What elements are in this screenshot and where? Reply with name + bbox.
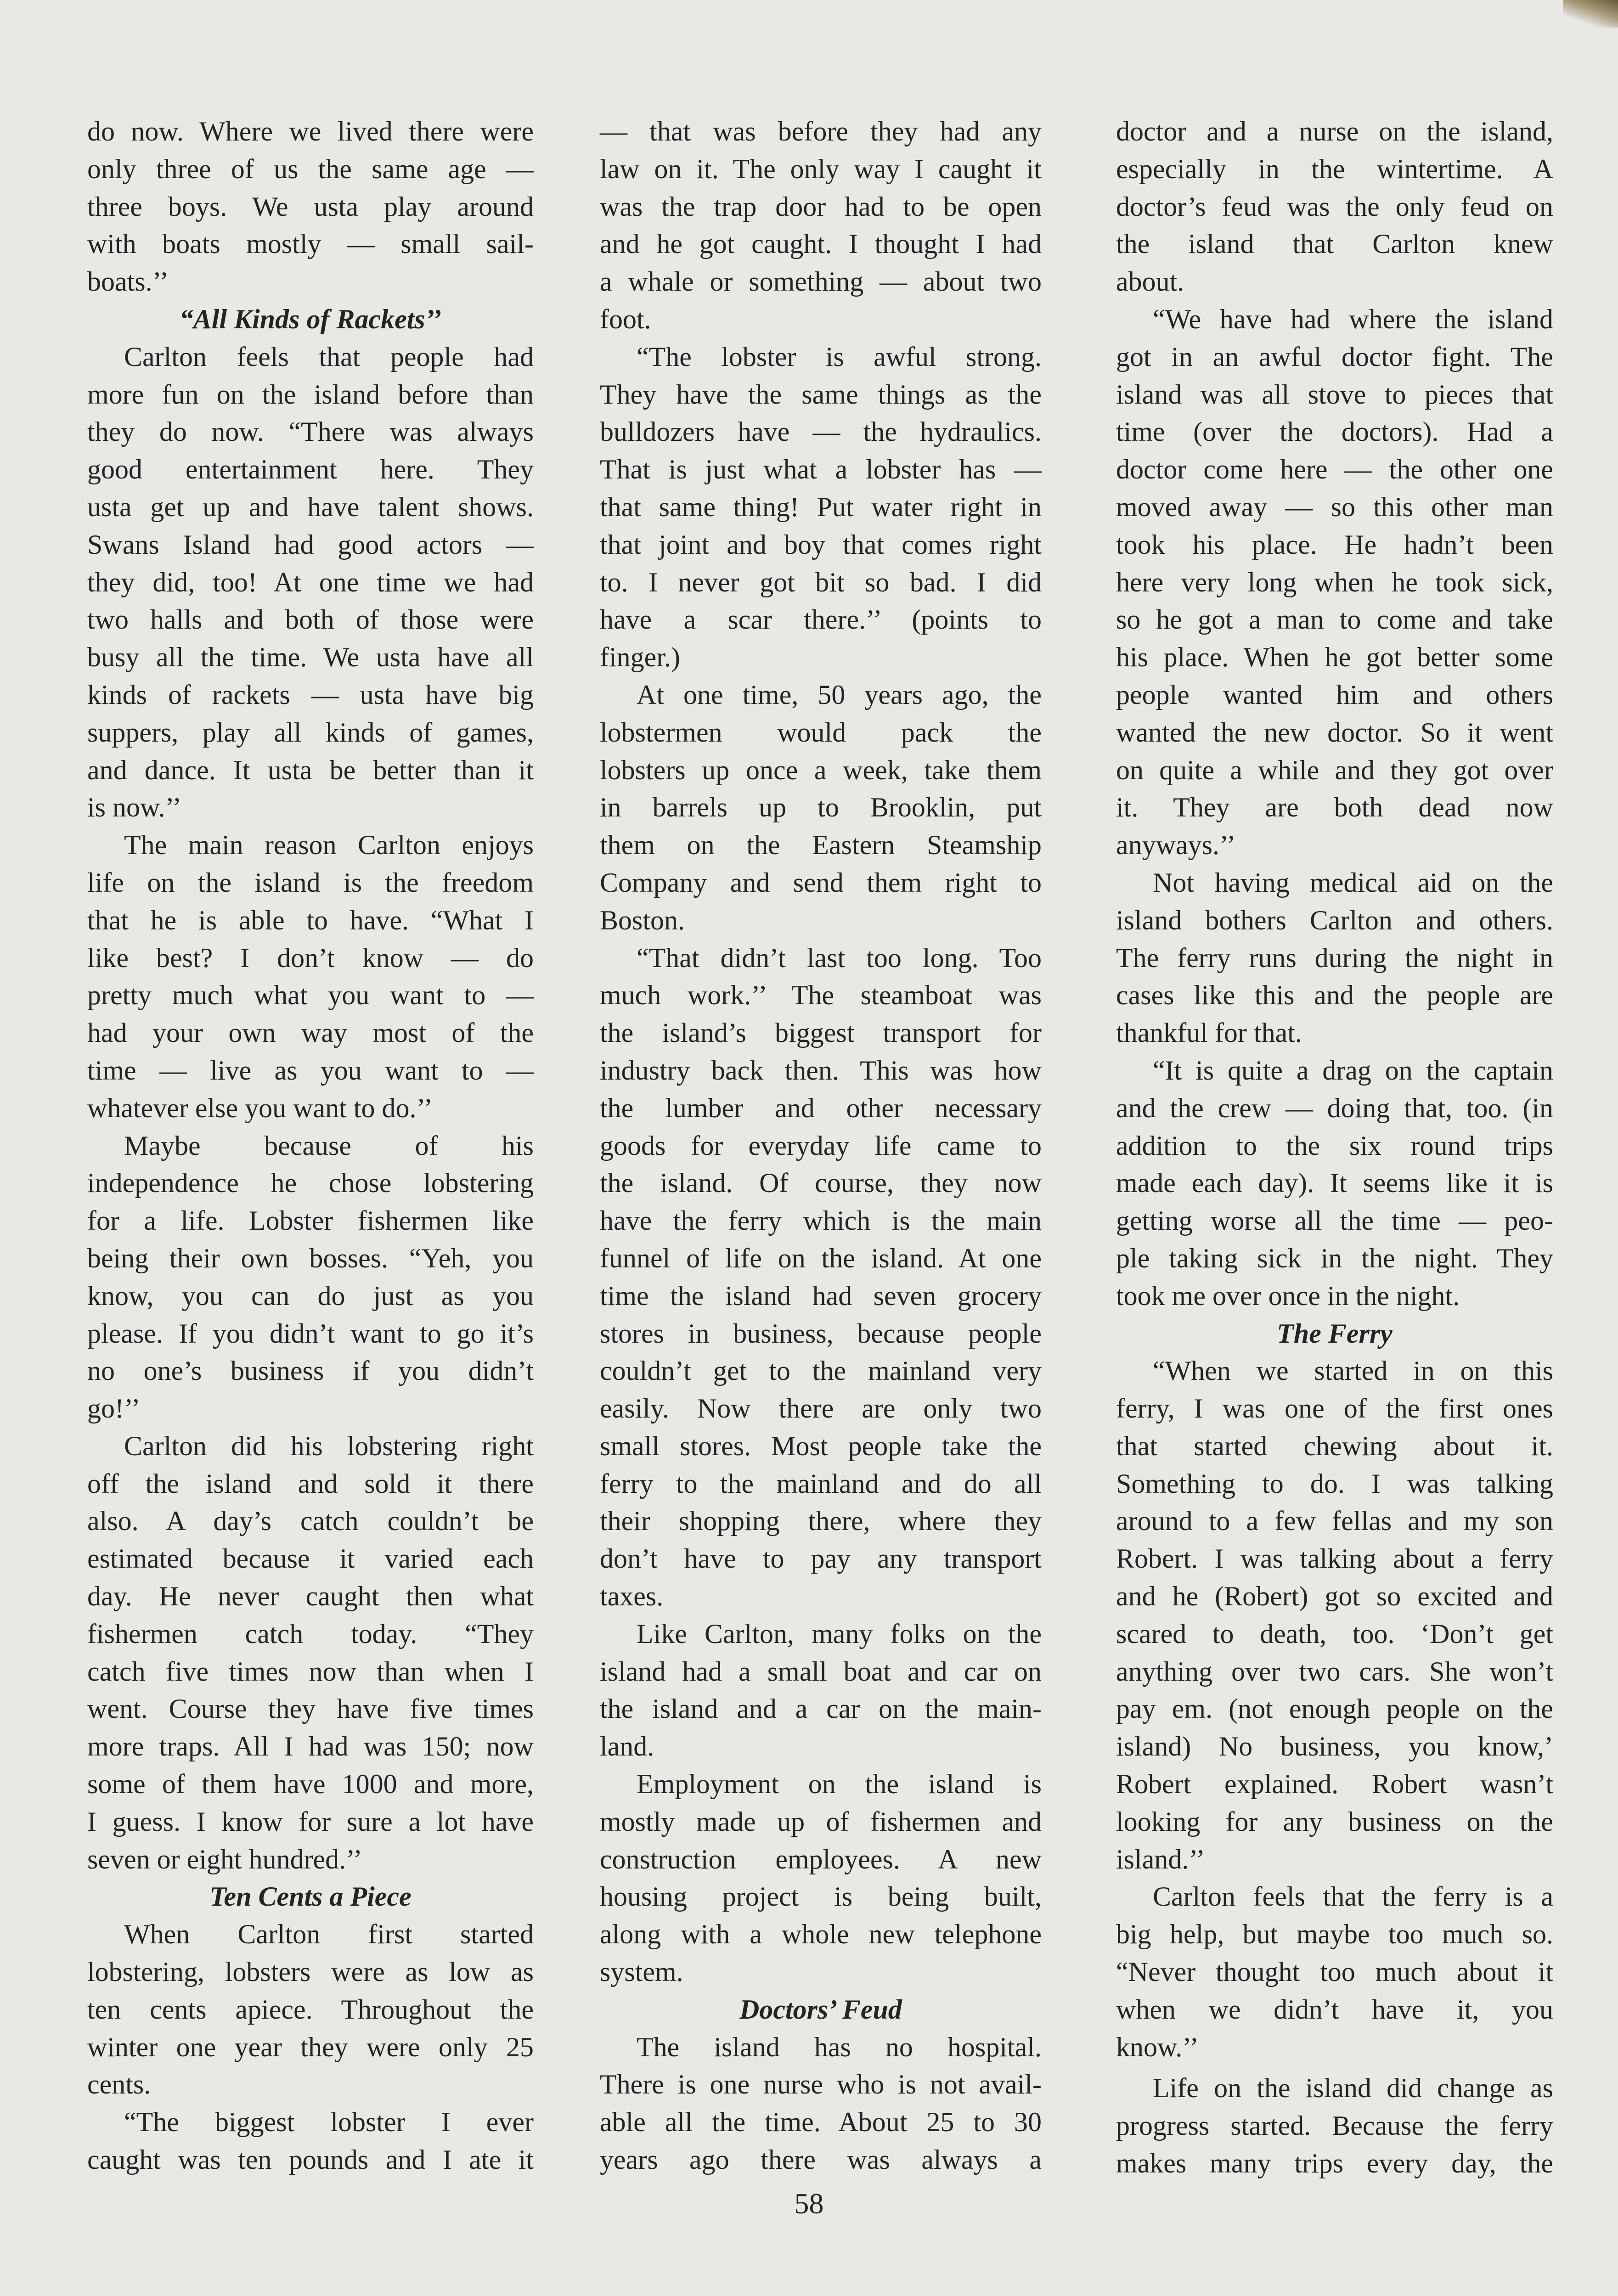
text-line: is now.’’ (87, 792, 181, 823)
text-line: know, you can do just as you (87, 1280, 534, 1311)
paragraph (600, 2029, 1042, 2179)
text-line: Maybe because of his (124, 1130, 534, 1161)
section-heading (87, 1878, 534, 1916)
text-line: years ago there was always a (600, 2144, 1042, 2175)
text-line: along with a whole new telephone (600, 1919, 1042, 1950)
text-line: had your own way most of the (87, 1018, 534, 1048)
text-line: more fun on the island before than (87, 379, 534, 410)
text-line: time — live as you want to — (87, 1055, 534, 1086)
text-line: Swans Island had good actors — (87, 529, 534, 560)
text-line: stores in business, because people (600, 1318, 1042, 1349)
text-line: around to a few fellas and my son (1116, 1506, 1553, 1536)
text-line: please. If you didn’t want to go it’s (87, 1318, 534, 1349)
paragraph (600, 1615, 1042, 1766)
text-line: a whale or something — about two (600, 266, 1042, 297)
text-line: off the island and sold it there (87, 1468, 534, 1499)
text-line: time (over the doctors). Had a (1116, 416, 1553, 447)
text-line: “Never thought too much about it (1116, 1957, 1553, 1987)
text-line: ten cents apiece. Throughout the (87, 1994, 534, 2025)
text-line: have the ferry which is the main (600, 1205, 1042, 1236)
text-line: Like Carlton, many folks on the (637, 1618, 1042, 1649)
text-line: island was all stove to pieces that (1116, 379, 1553, 410)
text-line: don’t have to pay any transport (600, 1543, 1042, 1574)
text-line: was the trap door had to be open (600, 191, 1042, 222)
text-line: Robert explained. Robert wasn’t (1116, 1769, 1553, 1800)
text-line: they do now. “There was always (87, 416, 534, 447)
text-line: taxes. (600, 1581, 664, 1612)
text-line: and the crew — doing that, too. (in (1116, 1092, 1553, 1123)
text-line: looking for any business on the (1116, 1806, 1553, 1837)
text-line: know.’’ (1116, 2032, 1199, 2062)
text-line: so he got a man to come and take (1116, 604, 1553, 635)
text-line: like best? I don’t know — do (87, 942, 534, 973)
paragraph (1116, 1878, 1553, 2066)
paragraph (600, 1766, 1042, 1991)
text-line: Boston. (600, 905, 685, 935)
paragraph (600, 940, 1042, 1615)
heading-text: Ten Cents a Piece (209, 1881, 412, 1912)
text-line: especially in the wintertime. A (1116, 153, 1553, 184)
text-line: progress started. Because the ferry (1116, 2110, 1553, 2141)
text-line: system. (600, 1957, 683, 1987)
text-line: good entertainment here. They (87, 454, 534, 485)
text-line: addition to the six round trips (1116, 1130, 1553, 1161)
text-line: industry back then. This was how (600, 1055, 1042, 1086)
text-line: them on the Eastern Steamship (600, 830, 1042, 861)
text-line: some of them have 1000 and more, (87, 1769, 534, 1800)
text-line: in barrels up to Brooklin, put (600, 792, 1042, 823)
text-line: and he got caught. I thought I had (600, 229, 1042, 259)
text-line: estimated because it varied each (87, 1543, 534, 1574)
text-line: cases like this and the people are (1116, 980, 1553, 1011)
text-column-3 (1116, 113, 1553, 2183)
text-line: busy all the time. We usta have all (87, 642, 534, 673)
text-line: “It is quite a drag on the captain (1153, 1055, 1553, 1086)
text-line: the lumber and other necessary (600, 1092, 1042, 1123)
text-line: When Carlton first started (124, 1919, 534, 1950)
text-line: they did, too! At one time we had (87, 567, 534, 597)
text-column-1 (87, 113, 534, 2179)
paragraph (1116, 2070, 1553, 2182)
text-line: when we didn’t have it, you (1116, 1994, 1553, 2025)
text-line: took me over once in the night. (1116, 1280, 1460, 1311)
text-line: I guess. I know for sure a lot have (87, 1806, 534, 1837)
text-line: mostly made up of fishermen and (600, 1806, 1042, 1837)
text-line: time the island had seven grocery (600, 1280, 1042, 1311)
text-line: “We have had where the island (1153, 304, 1553, 334)
text-line: with boats mostly — small sail- (87, 229, 534, 259)
scan-edge-shadow (1563, 0, 1618, 28)
text-line: lobsters up once a week, take them (600, 754, 1042, 785)
text-line: fishermen catch today. “They (87, 1618, 534, 1649)
paragraph (1116, 1352, 1553, 1878)
text-line: have a scar there.’’ (points to (600, 604, 1042, 635)
paragraph (87, 1127, 534, 1428)
text-line: land. (600, 1731, 654, 1762)
text-line: to. I never got bit so bad. I did (600, 567, 1042, 597)
text-line: ferry, I was one of the first ones (1116, 1393, 1553, 1424)
text-line: Something to do. I was talking (1116, 1468, 1553, 1499)
text-line: pretty much what you want to — (87, 980, 534, 1011)
text-line: it. They are both dead now (1116, 792, 1553, 823)
text-line: bulldozers have — the hydraulics. (600, 416, 1042, 447)
text-line: cents. (87, 2069, 151, 2100)
text-line: Carlton did his lobstering right (124, 1430, 534, 1461)
text-line: island had a small boat and car on (600, 1656, 1042, 1687)
text-line: At one time, 50 years ago, the (637, 679, 1042, 710)
text-line: the island that Carlton knew (1116, 229, 1553, 259)
text-line: “When we started in on this (1153, 1356, 1553, 1386)
text-line: suppers, play all kinds of games, (87, 717, 534, 748)
text-line: ple taking sick in the night. They (1116, 1243, 1553, 1273)
text-line: went. Course they have five times (87, 1694, 534, 1724)
text-line: that joint and boy that comes right (600, 529, 1042, 560)
text-line: They have the same things as the (600, 379, 1042, 410)
text-line: lobstering, lobsters were as low as (87, 1957, 534, 1987)
text-line: made each day). It seems like it is (1116, 1168, 1553, 1199)
text-line: whatever else you want to do.’’ (87, 1092, 433, 1123)
paragraph (1116, 301, 1553, 864)
text-line: took his place. He hadn’t been (1116, 529, 1553, 560)
text-line: doctor come here — the other one (1116, 454, 1553, 485)
text-column-2 (600, 113, 1042, 2179)
text-line: day. He never caught then what (87, 1581, 534, 1612)
text-line: small stores. Most people take the (600, 1430, 1042, 1461)
text-line: the island’s biggest transport for (600, 1018, 1042, 1048)
text-line: island.’’ (1116, 1844, 1205, 1874)
text-line: the island and a car on the main- (600, 1694, 1042, 1724)
paragraph (1116, 1052, 1553, 1315)
text-line: island bothers Carlton and others. (1116, 905, 1553, 935)
paragraph (600, 338, 1042, 676)
text-line: people wanted him and others (1116, 679, 1553, 710)
paragraph (1116, 864, 1553, 1052)
paragraph (87, 1916, 534, 2104)
text-line: that same thing! Put water right in (600, 491, 1042, 522)
text-line: makes many trips every day, the (1116, 2148, 1553, 2179)
text-line: — that was before they had any (600, 116, 1042, 146)
text-line: anything over two cars. She won’t (1116, 1656, 1553, 1687)
heading-text: “All Kinds of Rackets’’ (179, 304, 442, 334)
text-line: That is just what a lobster has — (600, 454, 1042, 485)
text-line: There is one nurse who is not avail- (600, 2069, 1042, 2100)
text-line: usta get up and have talent shows. (87, 491, 534, 522)
text-line: no one’s business if you didn’t (87, 1356, 534, 1386)
text-line: wanted the new doctor. So it went (1116, 717, 1553, 748)
text-line: life on the island is the freedom (87, 867, 534, 898)
text-line: Carlton feels that people had (124, 341, 534, 372)
paragraph (87, 2104, 534, 2179)
text-line: The ferry runs during the night in (1116, 942, 1553, 973)
text-line: boats.’’ (87, 266, 169, 297)
paragraph (87, 827, 534, 1127)
text-line: anyways.’’ (1116, 830, 1236, 861)
text-line: the island. Of course, they now (600, 1168, 1042, 1199)
text-line: couldn’t get to the mainland very (600, 1356, 1042, 1386)
text-line: independence he chose lobstering (87, 1168, 534, 1199)
paragraph (87, 1428, 534, 1879)
text-line: got in an awful doctor fight. The (1116, 341, 1553, 372)
text-line: and dance. It usta be better than it (87, 754, 534, 785)
text-line: here very long when he took sick, (1116, 567, 1553, 597)
page-number: 58 (794, 2187, 824, 2220)
paragraph (1116, 113, 1553, 301)
text-line: that he is able to have. “What I (87, 905, 534, 935)
text-line: his place. When he got better some (1116, 642, 1553, 673)
text-line: and he (Robert) got so excited and (1116, 1581, 1553, 1612)
paragraph (600, 113, 1042, 338)
text-line: more traps. All I had was 150; now (87, 1731, 534, 1762)
text-line: doctor and a nurse on the island, (1116, 116, 1553, 146)
heading-text: The Ferry (1277, 1318, 1392, 1349)
text-line: law on it. The only way I caught it (600, 153, 1042, 184)
text-line: Employment on the island is (637, 1769, 1042, 1800)
text-line: The main reason Carlton enjoys (124, 830, 534, 861)
text-line: big help, but maybe too much so. (1116, 1919, 1553, 1950)
text-line: funnel of life on the island. At one (600, 1243, 1042, 1273)
text-line: foot. (600, 304, 651, 334)
text-line: housing project is being built, (600, 1881, 1042, 1912)
text-line: Company and send them right to (600, 867, 1042, 898)
text-line: seven or eight hundred.’’ (87, 1844, 362, 1874)
text-line: their shopping there, where they (600, 1506, 1042, 1536)
text-line: The island has no hospital. (637, 2032, 1042, 2062)
text-line: much work.’’ The steamboat was (600, 980, 1042, 1011)
text-line: being their own bosses. “Yeh, you (87, 1243, 534, 1273)
text-line: doctor’s feud was the only feud on (1116, 191, 1553, 222)
paragraph (87, 338, 534, 827)
text-line: “The lobster is awful strong. (637, 341, 1042, 372)
text-line: three boys. We usta play around (87, 191, 534, 222)
section-heading (600, 1991, 1042, 2029)
text-line: two halls and both of those were (87, 604, 534, 635)
section-heading (1116, 1315, 1553, 1353)
text-line: winter one year they were only 25 (87, 2032, 534, 2062)
text-line: Life on the island did change as (1153, 2073, 1553, 2104)
text-line: on quite a while and they got over (1116, 754, 1553, 785)
text-line: construction employees. A new (600, 1844, 1042, 1874)
text-line: getting worse all the time — peo- (1116, 1205, 1553, 1236)
text-line: finger.) (600, 642, 680, 673)
text-line: Not having medical aid on the (1153, 867, 1553, 898)
text-line: goods for everyday life came to (600, 1130, 1042, 1161)
text-line: pay em. (not enough people on the (1116, 1694, 1553, 1724)
paragraph (87, 113, 534, 301)
text-line: scared to death, too. ‘Don’t get (1116, 1618, 1553, 1649)
text-line: easily. Now there are only two (600, 1393, 1042, 1424)
text-line: lobstermen would pack the (600, 717, 1042, 748)
text-line: only three of us the same age — (87, 153, 534, 184)
text-line: island) No business, you know,’ (1116, 1731, 1553, 1762)
heading-text: Doctors’ Feud (739, 1994, 902, 2025)
text-line: also. A day’s catch couldn’t be (87, 1506, 534, 1536)
text-line: kinds of rackets — usta have big (87, 679, 534, 710)
text-line: catch five times now than when I (87, 1656, 534, 1687)
text-line: ferry to the mainland and do all (600, 1468, 1042, 1499)
text-line: moved away — so this other man (1116, 491, 1553, 522)
text-line: able all the time. About 25 to 30 (600, 2107, 1042, 2138)
text-line: that started chewing about it. (1116, 1430, 1553, 1461)
text-line: caught was ten pounds and I ate it (87, 2144, 534, 2175)
text-line: thankful for that. (1116, 1018, 1302, 1048)
text-line: go!’’ (87, 1393, 141, 1424)
section-heading (87, 301, 534, 338)
text-line: “That didn’t last too long. Too (637, 942, 1042, 973)
text-line: about. (1116, 266, 1184, 297)
text-line: Robert. I was talking about a ferry (1116, 1543, 1553, 1574)
text-line: for a life. Lobster fishermen like (87, 1205, 534, 1236)
text-line: do now. Where we lived there were (87, 116, 534, 146)
text-line: “The biggest lobster I ever (124, 2107, 534, 2138)
paragraph (600, 676, 1042, 940)
text-line: Carlton feels that the ferry is a (1153, 1881, 1553, 1912)
